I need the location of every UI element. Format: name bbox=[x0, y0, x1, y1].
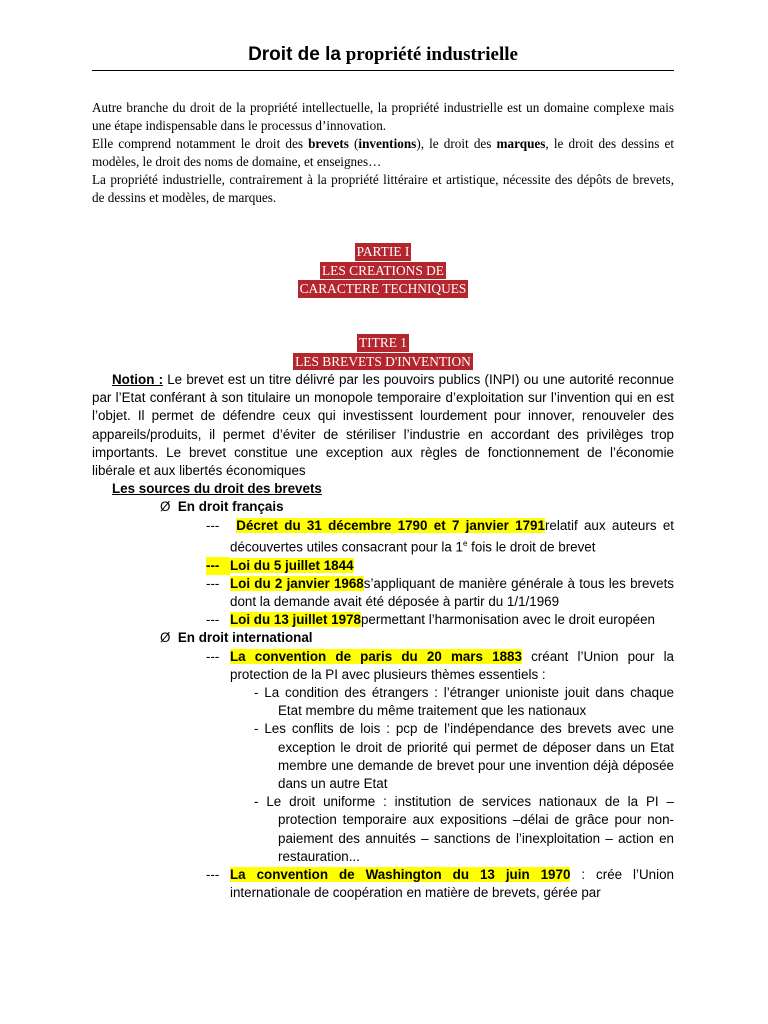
intro-paragraph-2: Elle comprend notamment le droit des brevets (inventions), le droit des marques, le droit des dessins et modèles, le droit des noms de domaine, et enseignes… bbox=[92, 136, 674, 169]
partie-line-2: LES CREATIONS DE bbox=[321, 262, 444, 278]
list-item: --- Décret du 31 décembre 1790 et 7 janvier 1791relatif aux auteurs et découvertes utiles consacrant pour la 1e fois le droit de brevet bbox=[206, 517, 674, 555]
bullet-symbol: Ø bbox=[160, 630, 171, 646]
sub-list-item: - Les conflits de lois : pcp de l’indépendance des brevets avec une exception le droit de priorité qui permet de déposer dans un Etat membre une demande de brevet pour une invention déjà déposée dans un autre Etat bbox=[254, 721, 674, 791]
list-item: --- La convention de Washington du 13 juin 1970 : crée l’Union internationale de coopération en matière de brevets, gérée par bbox=[206, 866, 674, 901]
titre-line-2: LES BREVETS D'INVENTION bbox=[295, 353, 471, 369]
list-item: --- Loi du 2 janvier 1968s’appliquant de manière générale à tous les brevets dont la demande avait été déposée à partir du 1/1/1969 bbox=[206, 575, 674, 609]
sub-list-item: - Le droit uniforme : institution de services nationaux de la PI – protection temporaire aux expositions –délai de grâce pour non-paiement des annuités – sanctions de l’inexploitation – action en restauration... bbox=[254, 794, 674, 864]
notion-text: Le brevet est un titre délivré par les pouvoirs publics (INPI) ou une autorité reconnue par l’Etat conférant à son titulaire un monopole temporaire d’exploitation sur l’invention qui en est l’objet. Il permet de défendre ceux qui investissent lourdement pour innover, renouveler des appareils/produits, il permet d’éviter de stériliser l’industrie en accordant des privilèges trop importants. Le brevet constitue une exception aux règles de fonctionnement de l’économie libérale et aux libertés économiques bbox=[92, 372, 674, 479]
sources-heading: Les sources du droit des brevets bbox=[112, 481, 322, 497]
list-item: --- La convention de paris du 20 mars 1883 créant l’Union pour la protection de la PI avec plusieurs thèmes essentiels : bbox=[206, 648, 674, 682]
notion-paragraph bbox=[92, 371, 674, 480]
sub-list bbox=[92, 684, 674, 866]
intro-paragraph-3: La propriété industrielle, contrairement à la propriété littéraire et artistique, nécessite des dépôts de brevets, de dessins et modèles, de marques. bbox=[92, 172, 674, 205]
titre-heading bbox=[92, 334, 674, 371]
title-part-2: propriété industrielle bbox=[345, 44, 518, 65]
body-section bbox=[92, 371, 674, 902]
partie-heading bbox=[92, 243, 674, 299]
partie-line-3: CARACTERE TECHNIQUES bbox=[299, 281, 467, 296]
francais-heading: Ø En droit français bbox=[160, 499, 284, 515]
sub-list-item: - La condition des étrangers : l’étranger unioniste jouit dans chaque Etat membre du même traitement que les nationaux bbox=[254, 684, 674, 719]
intro-paragraph-1: Autre branche du droit de la propriété intellectuelle, la propriété industrielle est un domaine complexe mais une étape indispensable dans le processus d’innovation. bbox=[92, 100, 674, 133]
intro-section bbox=[92, 99, 674, 207]
international-heading: Ø En droit international bbox=[160, 630, 313, 646]
list-item: --- Loi du 13 juillet 1978permettant l’harmonisation avec le droit européen bbox=[206, 612, 656, 628]
partie-line-1: PARTIE I bbox=[356, 244, 410, 259]
page-title bbox=[92, 42, 674, 68]
title-underline bbox=[92, 70, 674, 71]
notion-label: Notion : bbox=[112, 372, 164, 387]
list-item: --- Loi du 5 juillet 1844 bbox=[92, 557, 674, 575]
title-part-1: Droit de la bbox=[248, 44, 341, 65]
titre-line-1: TITRE 1 bbox=[359, 335, 407, 350]
bullet-symbol: Ø bbox=[160, 499, 171, 515]
